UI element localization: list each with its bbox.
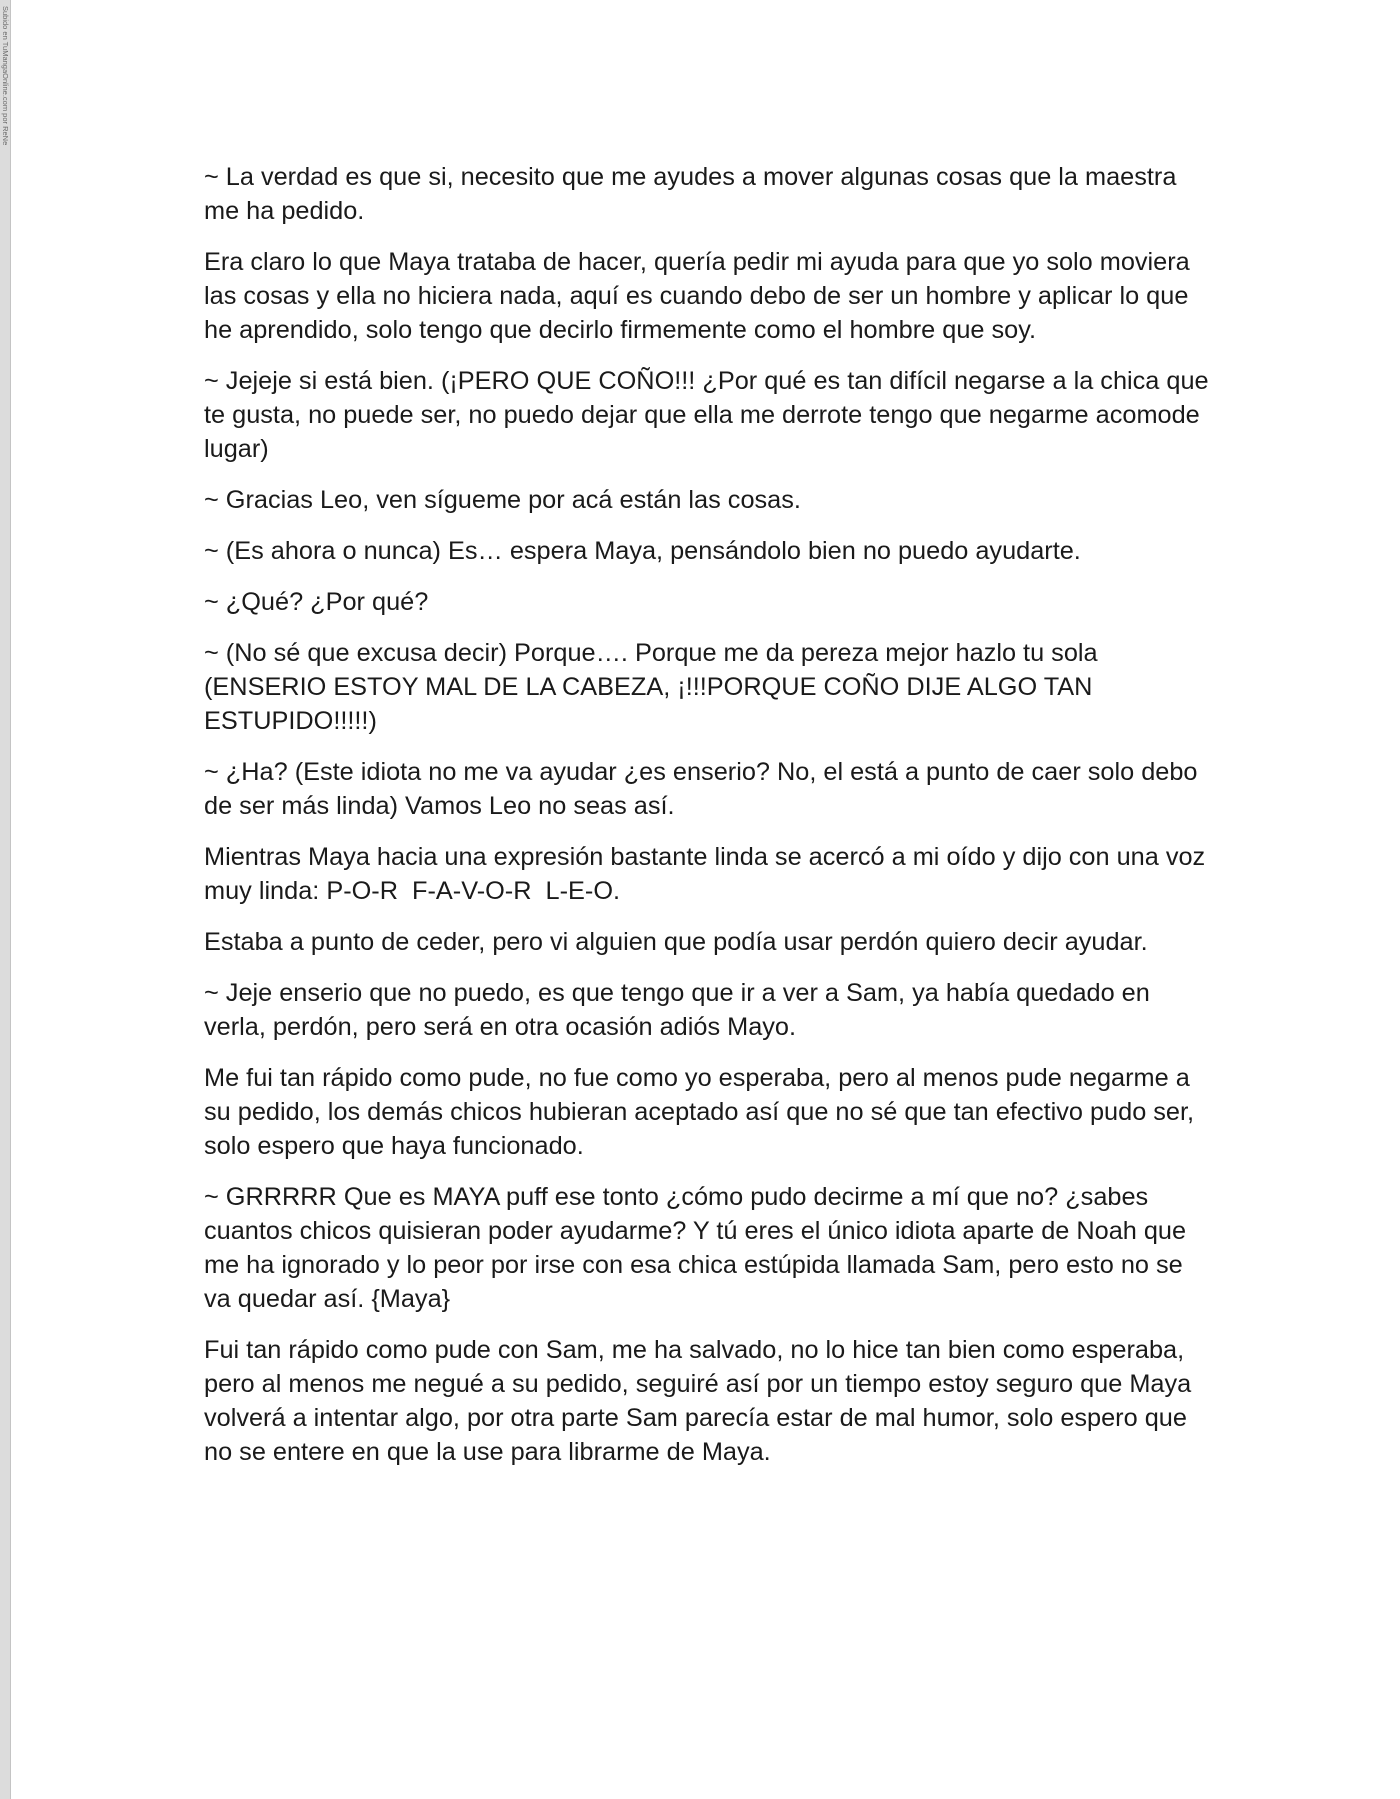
document-page xyxy=(204,160,1214,1486)
paragraph-13: ~ GRRRRR Que es MAYA puff ese tonto ¿cómo pudo decirme a mí que no? ¿sabes cuantos chicos quisieran poder ayudarme? Y tú eres el único idiota aparte de Noah que me ha ignorado y lo peor por irse con esa chica estúpida llamada Sam, pero esto no se va quedar así. {Maya} xyxy=(204,1183,1194,1313)
paragraph-11: ~ Jeje enserio que no puedo, es que tengo que ir a ver a Sam, ya había quedado en verla, perdón, pero será en otra ocasión adiós Mayo. xyxy=(204,979,1157,1041)
paragraph-9: Mientras Maya hacia una expresión bastante linda se acercó a mi oído y dijo con una voz muy linda: P-O-R F-A-V-O-R L-E-O. xyxy=(204,843,1213,905)
watermark-text: Subido en TuMangaOnline.com por ReNe xyxy=(1,6,10,146)
paragraph-12: Me fui tan rápido como pude, no fue como yo esperaba, pero al menos pude negarme a su pedido, los demás chicos hubieran aceptado así que no sé que tan efectivo pudo ser, solo espero que haya funcionado. xyxy=(204,1064,1202,1160)
paragraph-1: ~ La verdad es que si, necesito que me ayudes a mover algunas cosas que la maestra me ha pedido. xyxy=(204,163,1184,225)
paragraph-3: ~ Jejeje si está bien. (¡PERO QUE COÑO!!! ¿Por qué es tan difícil negarse a la chica que te gusta, no puede ser, no puedo dejar que ella me derrote tengo que negarme acomode lugar) xyxy=(204,367,1216,463)
paragraph-4: ~ Gracias Leo, ven sígueme por acá están las cosas. xyxy=(204,486,801,514)
paragraph-10: Estaba a punto de ceder, pero vi alguien que podía usar perdón quiero decir ayudar. xyxy=(204,928,1148,956)
paragraph-14: Fui tan rápido como pude con Sam, me ha salvado, no lo hice tan bien como esperaba, pero al menos me negué a su pedido, seguiré así por un tiempo estoy seguro que Maya volverá a intentar algo, por otra parte Sam parecía estar de mal humor, solo espero que no se entere en que la use para librarme de Maya. xyxy=(204,1336,1199,1466)
paragraph-7: ~ (No sé que excusa decir) Porque…. Porque me da pereza mejor hazlo tu sola (ENSERIO ESTOY MAL DE LA CABEZA, ¡!!!PORQUE COÑO DIJE ALGO TAN ESTUPIDO!!!!!) xyxy=(204,639,1105,735)
paragraph-6: ~ ¿Qué? ¿Por qué? xyxy=(204,588,429,616)
paragraph-8: ~ ¿Ha? (Este idiota no me va ayudar ¿es enserio? No, el está a punto de caer solo debo de ser más linda) Vamos Leo no seas así. xyxy=(204,758,1205,820)
paragraph-5: ~ (Es ahora o nunca) Es… espera Maya, pensándolo bien no puedo ayudarte. xyxy=(204,537,1081,565)
paragraph-2: Era claro lo que Maya trataba de hacer, quería pedir mi ayuda para que yo solo moviera las cosas y ella no hiciera nada, aquí es cuando debo de ser un hombre y aplicar lo que he aprendido, solo tengo que decirlo firmemente como el hombre que soy. xyxy=(204,248,1197,344)
left-margin-strip xyxy=(0,0,11,1799)
